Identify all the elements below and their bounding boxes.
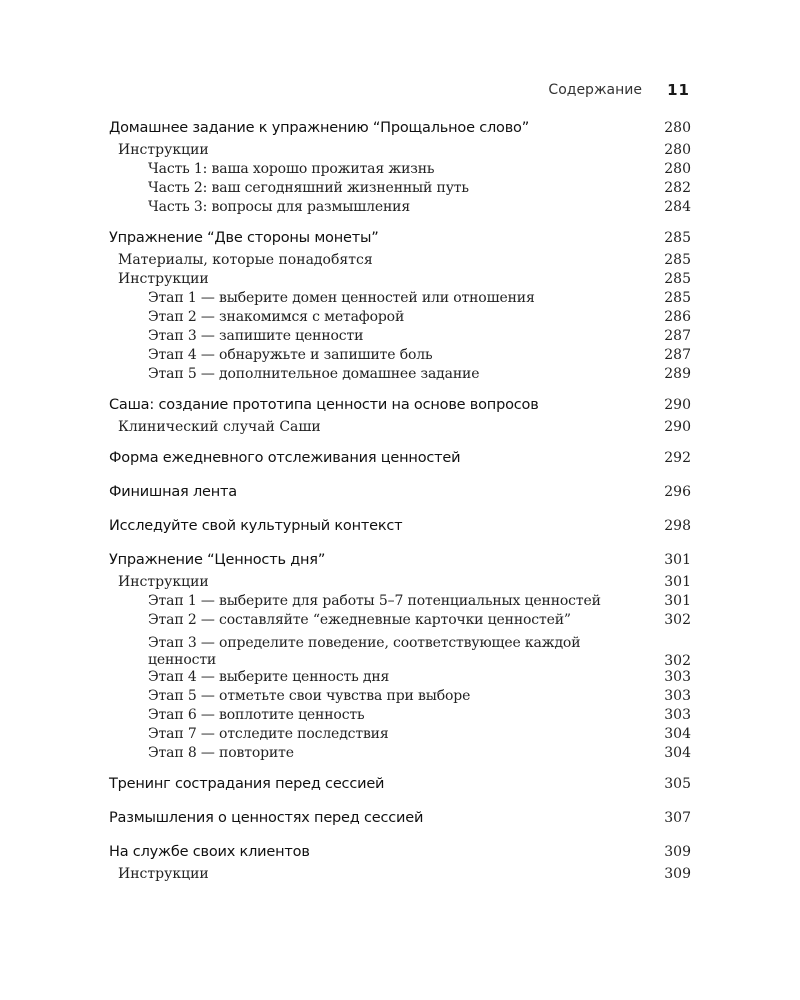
running-head [0, 82, 800, 106]
toc-entry-title: Этап 2 — составляйте “ежедневные карточки ценностей” [148, 612, 571, 628]
toc-entry-page: 289 [664, 366, 691, 382]
toc-entry-level3[interactable] [109, 593, 691, 612]
toc-entry-level2[interactable] [109, 419, 691, 438]
toc-entry-page: 303 [664, 688, 691, 704]
toc-entry-page: 285 [664, 252, 691, 268]
toc-entry-page: 280 [664, 161, 691, 177]
toc-entry-page: 284 [664, 199, 691, 215]
toc-entry-level3[interactable] [109, 669, 691, 688]
toc-entry-title: Этап 1 — выберите домен ценностей или отношения [148, 290, 535, 306]
toc-entry-level1[interactable] [109, 120, 691, 142]
toc-entry-level3[interactable] [109, 726, 691, 745]
toc-entry-level3[interactable] [109, 612, 691, 631]
toc-entry-level1[interactable] [109, 518, 691, 540]
toc-entry-title: Форма ежедневного отслеживания ценностей [109, 450, 461, 466]
toc-entry-level3[interactable] [109, 366, 691, 385]
toc-entry-title: Этап 7 — отследите последствия [148, 726, 389, 742]
toc-entry-page: 298 [664, 518, 691, 534]
toc-entry-level1[interactable] [109, 397, 691, 419]
toc-entry-level2[interactable] [109, 142, 691, 161]
toc-entry-title: Инструкции [118, 574, 209, 590]
toc-entry-page: 280 [664, 120, 691, 136]
toc-entry-title: Этап 2 — знакомимся с метафорой [148, 309, 405, 325]
toc-entry-page: 290 [664, 397, 691, 413]
toc-entry-title: Домашнее задание к упражнению “Прощальное слово” [109, 120, 530, 136]
toc-entry-title: Саша: создание прототипа ценности на основе вопросов [109, 397, 539, 413]
toc-entry-level2[interactable] [109, 866, 691, 885]
toc-entry-title: Размышления о ценностях перед сессией [109, 810, 424, 826]
toc-entry-page: 307 [664, 810, 691, 826]
toc-entry-page: 285 [664, 230, 691, 246]
toc-entry-level3[interactable] [109, 707, 691, 726]
toc-entry-page: 302 [664, 653, 691, 669]
toc-entry-level1[interactable] [109, 776, 691, 798]
toc-entry-title: Этап 4 — выберите ценность дня [148, 669, 390, 685]
toc-entry-level3[interactable] [109, 347, 691, 366]
toc-entry-page: 286 [664, 309, 691, 325]
toc-entry-page: 304 [664, 745, 691, 761]
toc-entry-level3[interactable] [109, 309, 691, 328]
toc-entry-page: 301 [664, 552, 691, 568]
toc-entry-level1[interactable] [109, 484, 691, 506]
toc-entry-page: 309 [664, 866, 691, 882]
toc-entry-title: Материалы, которые понадобятся [118, 252, 373, 268]
toc-entry-page: 285 [664, 290, 691, 306]
toc-entry-page: 301 [664, 593, 691, 609]
toc-entry-level3[interactable] [109, 328, 691, 347]
toc-entry-level2[interactable] [109, 574, 691, 593]
toc-entry-title: Тренинг сострадания перед сессией [109, 776, 385, 792]
toc-entry-title: Упражнение “Две стороны монеты” [109, 230, 379, 246]
section-title: Содержание [548, 82, 642, 98]
toc-entry-title: Инструкции [118, 866, 209, 882]
toc-entry-page: 287 [664, 347, 691, 363]
toc-entry-page: 280 [664, 142, 691, 158]
toc-entry-page: 296 [664, 484, 691, 500]
toc-entry-title: Этап 8 — повторите [148, 745, 294, 761]
toc-entry-title: Этап 1 — выберите для работы 5–7 потенциальных ценностей [148, 593, 601, 609]
table-of-contents [109, 120, 691, 885]
toc-entry-title: Часть 1: ваша хорошо прожитая жизнь [148, 161, 435, 177]
toc-entry-title: Инструкции [118, 271, 209, 287]
toc-entry-level1[interactable] [109, 230, 691, 252]
toc-entry-level3[interactable] [109, 688, 691, 707]
toc-entry-title: Клинический случай Саши [118, 419, 321, 435]
toc-entry-title [148, 635, 651, 669]
toc-entry-level1[interactable] [109, 450, 691, 472]
toc-entry-level1[interactable] [109, 844, 691, 866]
toc-entry-level1[interactable] [109, 552, 691, 574]
toc-entry-level3[interactable] [109, 290, 691, 309]
toc-entry-title: Упражнение “Ценность дня” [109, 552, 326, 568]
toc-entry-page: 301 [664, 574, 691, 590]
toc-entry-level3[interactable] [109, 745, 691, 764]
toc-entry-level2[interactable] [109, 271, 691, 290]
toc-entry-level3[interactable] [109, 180, 691, 199]
toc-entry-page: 290 [664, 419, 691, 435]
toc-entry-title: Исследуйте свой культурный контекст [109, 518, 403, 534]
toc-entry-level3[interactable] [109, 161, 691, 180]
toc-entry-title: Этап 5 — дополнительное домашнее задание [148, 366, 480, 382]
toc-entry-level3[interactable] [109, 631, 691, 669]
toc-entry-title: Часть 3: вопросы для размышления [148, 199, 411, 215]
toc-entry-title: На службе своих клиентов [109, 844, 310, 860]
toc-entry-level3[interactable] [109, 199, 691, 218]
toc-entry-title: Этап 6 — воплотите ценность [148, 707, 365, 723]
toc-entry-title: Инструкции [118, 142, 209, 158]
toc-entry-page: 282 [664, 180, 691, 196]
toc-entry-title-line1: Этап 3 — определите поведение, соответствующее каждой [148, 635, 581, 651]
toc-entry-page: 302 [664, 612, 691, 628]
toc-entry-title: Финишная лента [109, 484, 237, 500]
toc-entry-level1[interactable] [109, 810, 691, 832]
toc-entry-page: 309 [664, 844, 691, 860]
toc-entry-page: 303 [664, 707, 691, 723]
toc-entry-page: 292 [664, 450, 691, 466]
toc-entry-page: 303 [664, 669, 691, 685]
toc-entry-level2[interactable] [109, 252, 691, 271]
page-number: 11 [667, 81, 690, 99]
toc-entry-title: Этап 5 — отметьте свои чувства при выборе [148, 688, 471, 704]
toc-entry-page: 287 [664, 328, 691, 344]
toc-entry-page: 304 [664, 726, 691, 742]
toc-entry-page: 305 [664, 776, 691, 792]
toc-entry-page: 285 [664, 271, 691, 287]
toc-entry-title: Этап 3 — запишите ценности [148, 328, 364, 344]
toc-entry-title-line2: ценности [148, 652, 217, 668]
toc-entry-title: Этап 4 — обнаружьте и запишите боль [148, 347, 433, 363]
toc-entry-title: Часть 2: ваш сегодняшний жизненный путь [148, 180, 469, 196]
